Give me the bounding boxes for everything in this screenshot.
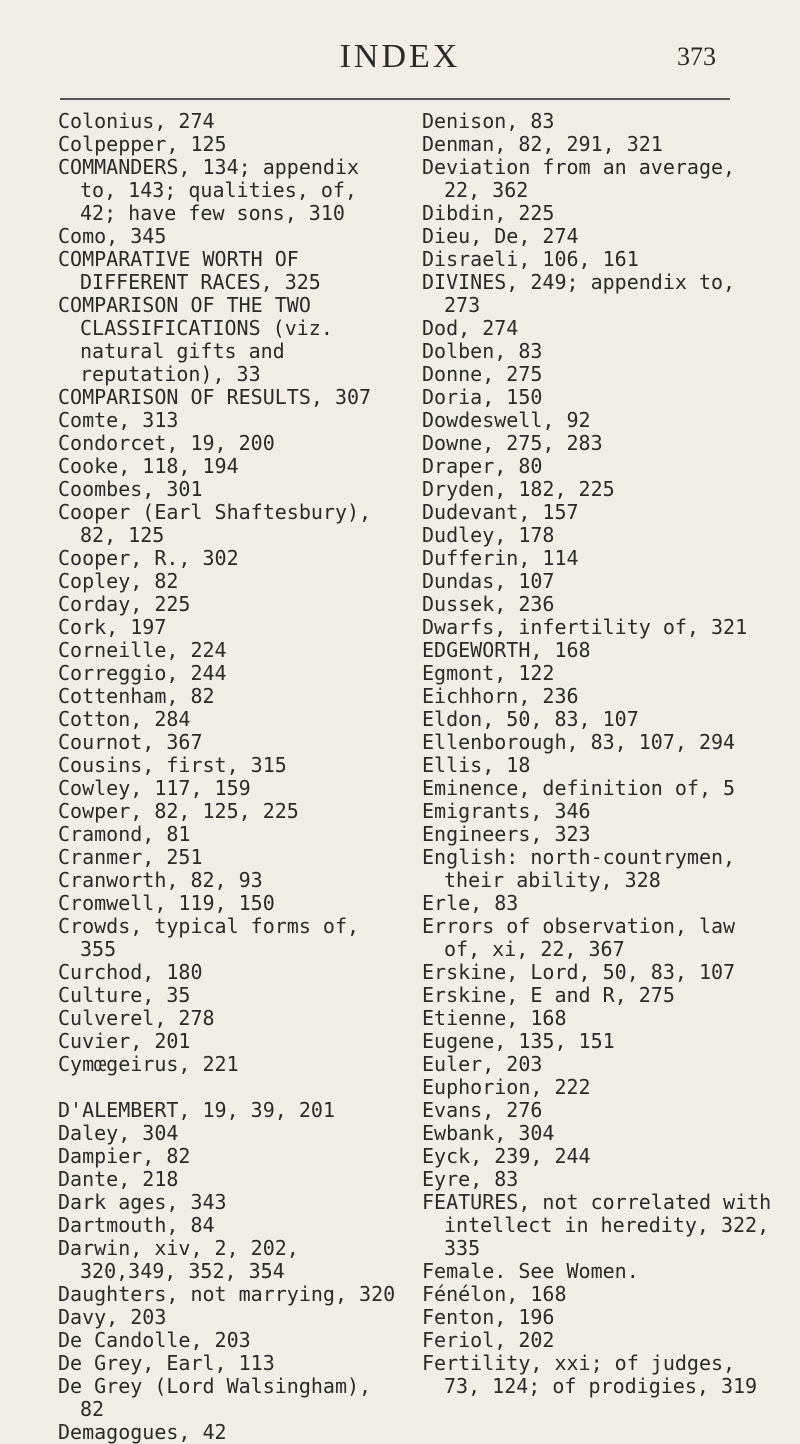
index-entry: De Grey (Lord Walsingham), 82	[58, 1374, 372, 1421]
index-entry: Fenton, 196	[422, 1305, 555, 1329]
index-entry: Corneille, 224	[58, 638, 227, 662]
index-entry: Donne, 275	[422, 362, 543, 386]
index-entry: Evans, 276	[422, 1098, 543, 1122]
index-entry: Erskine, Lord, 50, 83, 107	[422, 960, 736, 984]
index-entry: Euphorion, 222	[422, 1075, 591, 1099]
index-entry: Dante, 218	[58, 1167, 179, 1191]
index-entry: Cuvier, 201	[58, 1029, 191, 1053]
index-entry: Comte, 313	[58, 408, 179, 432]
index-entry: Dod, 274	[422, 316, 519, 340]
index-entry: Engineers, 323	[422, 822, 591, 846]
index-entry: Eminence, definition of, 5	[422, 776, 736, 800]
index-entry: Disraeli, 106, 161	[422, 247, 639, 271]
index-entry: Condorcet, 19, 200	[58, 431, 275, 455]
index-entry: Cournot, 367	[58, 730, 203, 754]
index-entry: Culture, 35	[58, 983, 191, 1007]
index-entry: Deviation from an average, 22, 362	[422, 155, 736, 202]
index-entry: English: north-countrymen, their ability, 328	[422, 845, 736, 892]
index-entry: Ellis, 18	[422, 753, 531, 777]
index-entry: Cymœgeirus, 221	[58, 1052, 239, 1076]
index-entry: Davy, 203	[58, 1305, 167, 1329]
page-number: 373	[677, 42, 716, 71]
index-entry: Denman, 82, 291, 321	[422, 132, 663, 156]
page-header	[0, 38, 800, 88]
index-entry: Colonius, 274	[58, 109, 215, 133]
index-entry: Fénélon, 168	[422, 1282, 567, 1306]
index-entry: Cottenham, 82	[58, 684, 215, 708]
index-entry: COMMANDERS, 134; appendix to, 143; qualities, of, 42; have few sons, 310	[58, 155, 360, 225]
index-entry: Culverel, 278	[58, 1006, 215, 1030]
index-entry: Cranmer, 251	[58, 845, 203, 869]
index-entry: Cork, 197	[58, 615, 167, 639]
index-entry: COMPARISON OF THE TWO CLASSIFICATIONS (viz. natural gifts and reputation), 33	[58, 293, 333, 386]
index-entry: COMPARISON OF RESULTS, 307	[58, 385, 372, 409]
index-entry: Dampier, 82	[58, 1144, 191, 1168]
index-entry: Downe, 275, 283	[422, 431, 603, 455]
index-entry: Cooke, 118, 194	[58, 454, 239, 478]
index-entry: Dark ages, 343	[58, 1190, 227, 1214]
index-entry: Euler, 203	[422, 1052, 543, 1076]
index-entry: De Candolle, 203	[58, 1328, 251, 1352]
index-entry: Colpepper, 125	[58, 132, 227, 156]
index-entry: Cranworth, 82, 93	[58, 868, 263, 892]
index-entry: Dowdeswell, 92	[422, 408, 591, 432]
index-entry: Dolben, 83	[422, 339, 543, 363]
index-entry: Dibdin, 225	[422, 201, 555, 225]
index-entry: Darwin, xiv, 2, 202, 320,349, 352, 354	[58, 1236, 299, 1283]
index-entry: De Grey, Earl, 113	[58, 1351, 275, 1375]
index-entry: Eyre, 83	[422, 1167, 519, 1191]
index-entry: Female. See Women.	[422, 1259, 639, 1283]
index-entry: Etienne, 168	[422, 1006, 567, 1030]
index-entry: Cotton, 284	[58, 707, 191, 731]
index-entry: Ellenborough, 83, 107, 294	[422, 730, 736, 754]
index-entry: Dwarfs, infertility of, 321	[422, 615, 748, 639]
index-entry: Dryden, 182, 225	[422, 477, 615, 501]
index-entry: Dundas, 107	[422, 569, 555, 593]
index-entry: Cooper, R., 302	[58, 546, 239, 570]
index-entry: Dartmouth, 84	[58, 1213, 215, 1237]
index-entry: D'ALEMBERT, 19, 39, 201	[58, 1098, 335, 1122]
index-entry: Dudevant, 157	[422, 500, 579, 524]
index-entry: Eugene, 135, 151	[422, 1029, 615, 1053]
page-title: INDEX	[339, 38, 461, 75]
index-entry: Eichhorn, 236	[422, 684, 579, 708]
index-entry: Eyck, 239, 244	[422, 1144, 591, 1168]
index-entry: Cowper, 82, 125, 225	[58, 799, 299, 823]
index-entry: Egmont, 122	[422, 661, 555, 685]
index-entry: Erle, 83	[422, 891, 519, 915]
index-entry: Corday, 225	[58, 592, 191, 616]
index-entry: Eldon, 50, 83, 107	[422, 707, 639, 731]
index-entry: Feriol, 202	[422, 1328, 555, 1352]
index-entry: Daley, 304	[58, 1121, 179, 1145]
index-entry: Como, 345	[58, 224, 167, 248]
index-entry: Fertility, xxi; of judges, 73, 124; of prodigies, 319	[422, 1351, 758, 1398]
index-entry: Copley, 82	[58, 569, 179, 593]
index-entry: Crowds, typical forms of, 355	[58, 914, 360, 961]
index-entry: Cooper (Earl Shaftesbury), 82, 125	[58, 500, 372, 547]
index-entry: Cramond, 81	[58, 822, 191, 846]
index-entry: Demagogues, 42	[58, 1420, 227, 1444]
index-column-left	[58, 110, 403, 1444]
index-entry: Emigrants, 346	[422, 799, 591, 823]
index-entry: Doria, 150	[422, 385, 543, 409]
index-entry: Errors of observation, law of, xi, 22, 367	[422, 914, 736, 961]
index-entry: DIVINES, 249; appendix to, 273	[422, 270, 736, 317]
index-entry: Ewbank, 304	[422, 1121, 555, 1145]
index-entry: Curchod, 180	[58, 960, 203, 984]
index-entry: Dieu, De, 274	[422, 224, 579, 248]
index-entry: Dudley, 178	[422, 523, 555, 547]
index-column-right	[422, 110, 777, 1398]
index-entry: Cousins, first, 315	[58, 753, 287, 777]
index-entry: Dufferin, 114	[422, 546, 579, 570]
index-entry: EDGEWORTH, 168	[422, 638, 591, 662]
index-entry: Denison, 83	[422, 109, 555, 133]
index-entry: Dussek, 236	[422, 592, 555, 616]
index-entry: Erskine, E and R, 275	[422, 983, 675, 1007]
index-entry: Coombes, 301	[58, 477, 203, 501]
index-entry: FEATURES, not correlated with intellect in heredity, 322, 335	[422, 1190, 772, 1260]
index-entry: Draper, 80	[422, 454, 543, 478]
index-entry: Correggio, 244	[58, 661, 227, 685]
index-entry: Daughters, not marrying, 320	[58, 1282, 396, 1306]
index-entry: COMPARATIVE WORTH OF DIFFERENT RACES, 325	[58, 247, 321, 294]
header-rule	[60, 98, 730, 100]
index-entry: Cromwell, 119, 150	[58, 891, 275, 915]
index-entry: Cowley, 117, 159	[58, 776, 251, 800]
